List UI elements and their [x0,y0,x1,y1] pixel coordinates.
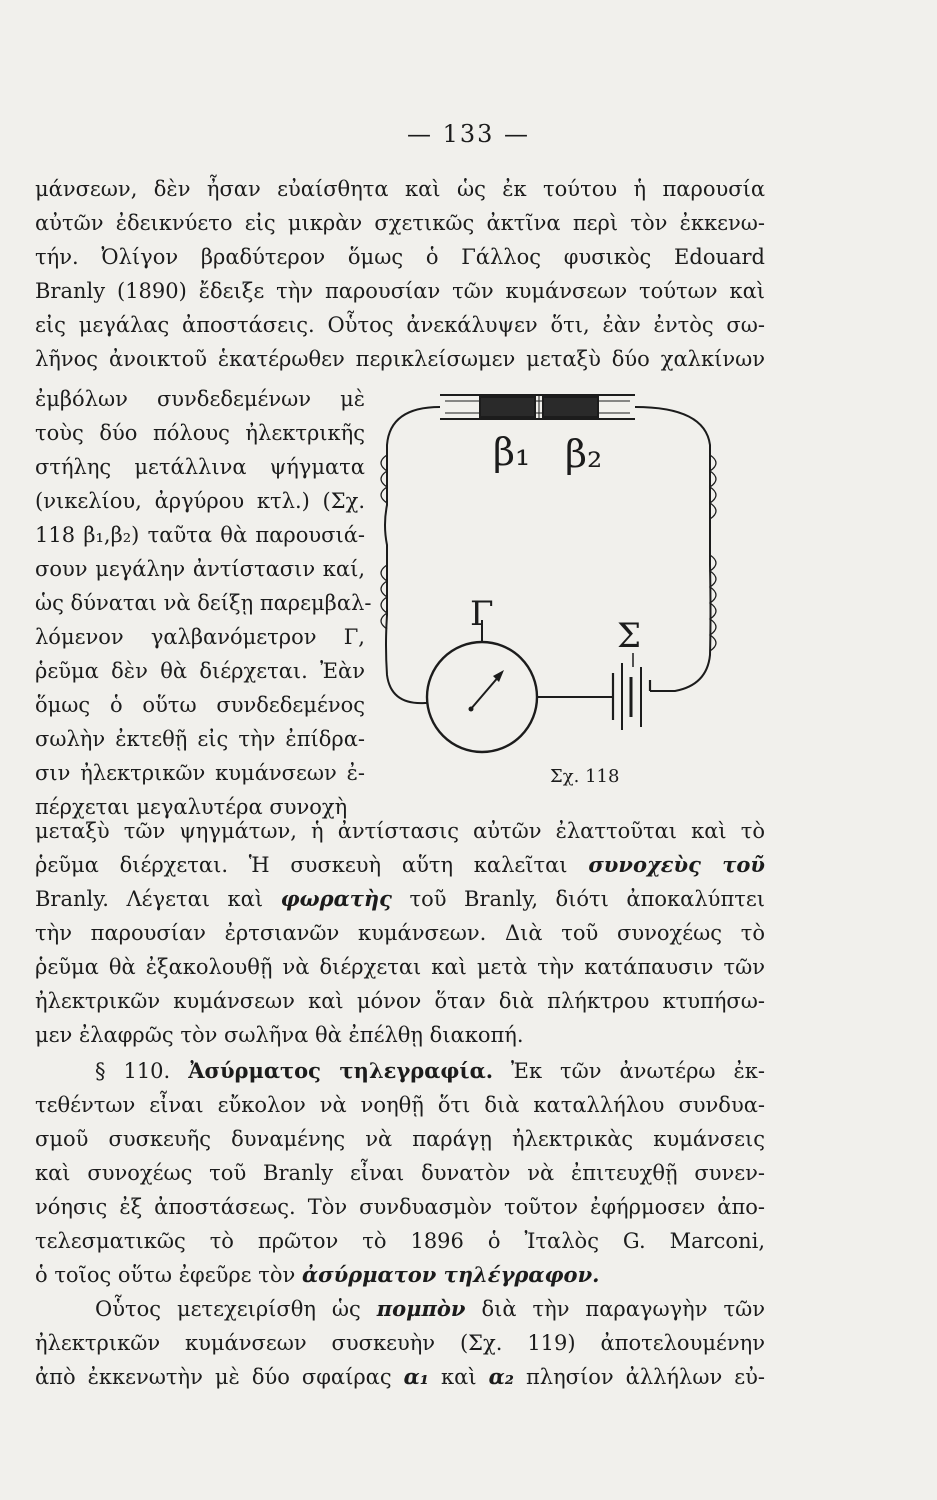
text-line: 118 β₁,β₂) ταῦτα θὰ παρουσιά- [35,523,365,547]
text-line: Branly (1890) ἔδειξε τὴν παρουσίαν τῶν κυμάνσεων τούτων καὶ [35,279,765,303]
text-line: μάνσεων, δὲν ἦσαν εὐαίσθητα καὶ ὡς ἐκ τούτου ἡ παρουσία [35,177,765,201]
section-title: Ἀσύρματος τηλεγραφία. [188,1058,494,1083]
text-span: διὰ τὴν παραγωγὴν τῶν [481,1297,765,1321]
label-b1: β₁ [493,430,531,474]
text-line: καὶ συνοχέως τοῦ Branly εἶναι δυνατὸν νὰ ἐπιτευχθῇ συνεν- [35,1161,765,1185]
text-line: στήλης μετάλλινα ψήγματα [35,455,365,479]
text-span: Branly. Λέγεται καὶ [35,887,264,911]
text-line: τεθέντων εἶναι εὔκολον νὰ νοηθῇ ὅτι διὰ καταλλήλου συνδυα- [35,1093,765,1117]
text-line: εἰς μεγάλας ἀποστάσεις. Οὗτος ἀνεκάλυψεν ὅτι, ἐὰν ἐντὸς σω- [35,313,765,337]
section-heading-line [95,1058,765,1084]
text-line: ὅμως ὁ οὕτω συνδεδεμένος [35,693,365,717]
text-line: μεν ἐλαφρῶς τὸν σωλῆνα θὰ ἐπέλθῃ διακοπή. [35,1023,524,1047]
text-line: σμοῦ συσκευῆς δυναμένης νὰ παράγῃ ἠλεκτρικὰς κυμάνσεις [35,1127,765,1151]
battery [613,653,650,730]
sphere-a1-label: α₁ [403,1364,429,1389]
term-pompos: πομπὸν [376,1296,466,1321]
text-span: τοῦ Branly, διότι ἀποκαλύπτει [409,887,765,911]
figure-caption: Σχ. 118 [550,766,620,787]
text-line [35,852,765,878]
text-line: ἐμβόλων συνδεδεμένων μὲ [35,387,365,411]
text-span: Οὗτος μετεχειρίσθη ὡς [95,1297,361,1321]
text-line [95,1296,765,1322]
text-line [35,886,765,912]
circuit-wires [381,407,716,703]
label-b2: β₂ [565,432,603,476]
text-span: πλησίον ἀλλήλων εὐ- [525,1365,765,1389]
text-line: τήν. Ὀλίγον βραδύτερον ὅμως ὁ Γάλλος φυσικὸς Edouard [35,245,765,269]
text-span: ἀπὸ ἐκκενωτὴν μὲ δύο σφαίρας [35,1365,392,1389]
text-line: ῥεῦμα δὲν θὰ διέρχεται. Ἐὰν [35,659,365,683]
text-line: ἠλεκτρικῶν κυμάνσεων καὶ μόνον ὅταν διὰ πλήκτρου κτυπήσω- [35,989,765,1013]
text-line: σιν ἠλεκτρικῶν κυμάνσεων ἐ- [35,761,365,785]
text-line: τὴν παρουσίαν ἐρτσιανῶν κυμάνσεων. Διὰ τοῦ συνοχέως τὸ [35,921,765,945]
page-number: — 133 — [406,120,531,148]
text-line: τοὺς δύο πόλους ἠλεκτρικῆς [35,421,365,445]
text-span: ῥεῦμα διέρχεται. Ἡ συσκευὴ αὕτη καλεῖται [35,853,568,877]
text-line: (νικελίου, ἀργύρου κτλ.) (Σχ. [35,489,365,513]
text-line: σωλὴν ἐκτεθῇ εἰς τὴν ἐπίδρα- [35,727,365,751]
text-line: τελεσματικῶς τὸ πρῶτον τὸ 1896 ὁ Ἰταλὸς G. Marconi, [35,1229,765,1253]
text-line: λῆνος ἀνοικτοῦ ἑκατέρωθεν περικλείσωμεν μεταξὺ δύο χαλκίνων [35,347,765,371]
galvanometer [427,620,537,752]
label-galvanometer: Γ [470,594,494,634]
term-foratis: φωρατὴς [280,886,392,911]
text-line [35,1364,765,1390]
text-line: νόησις ἐξ ἀποστάσεως. Τὸν συνδυασμὸν τοῦτον ἐφήρμοσεν ἀπο- [35,1195,765,1219]
text-line: σουν μεγάλην ἀντίστασιν καί, [35,557,365,581]
text-line: ὡς δύναται νὰ δείξῃ παρεμβαλ- [35,591,372,615]
term-asyrmatos: ἀσύρματον τηλέγραφον. [301,1262,600,1287]
text-line: ἠλεκτρικῶν κυμάνσεων συσκευὴν (Σχ. 119) ἀποτελουμένην [35,1331,765,1355]
label-battery: Σ [617,616,642,656]
section-number: § 110. [95,1059,171,1083]
figure-118-diagram [365,385,755,765]
text-line: αὐτῶν ἐδεικνύετο εἰς μικρὰν σχετικῶς ἀκτῖνα περὶ τὸν ἐκκενω- [35,211,765,235]
text-line: λόμενον γαλβανόμετρον Γ, [35,625,365,649]
text-span: καὶ [441,1365,477,1389]
text-line: ῥεῦμα θὰ ἐξακολουθῇ νὰ διέρχεται καὶ μετὰ τὴν κατάπαυσιν τῶν [35,955,765,979]
coherer-tube [440,395,635,419]
text-span: Ἐκ τῶν ἀνωτέρω ἐκ- [511,1059,765,1083]
term-synocheus: συνοχεὺς τοῦ [588,852,765,877]
sphere-a2-label: α₂ [488,1364,514,1389]
text-line: μεταξὺ τῶν ψηγμάτων, ἡ ἀντίστασις αὐτῶν ἐλαττοῦται καὶ τὸ [35,819,765,843]
text-span: ὁ τοῖος οὕτω ἐφεῦρε τὸν [35,1263,296,1287]
text-line: πέρχεται μεγαλυτέρα συνοχὴ [35,795,348,819]
text-line [35,1262,765,1288]
